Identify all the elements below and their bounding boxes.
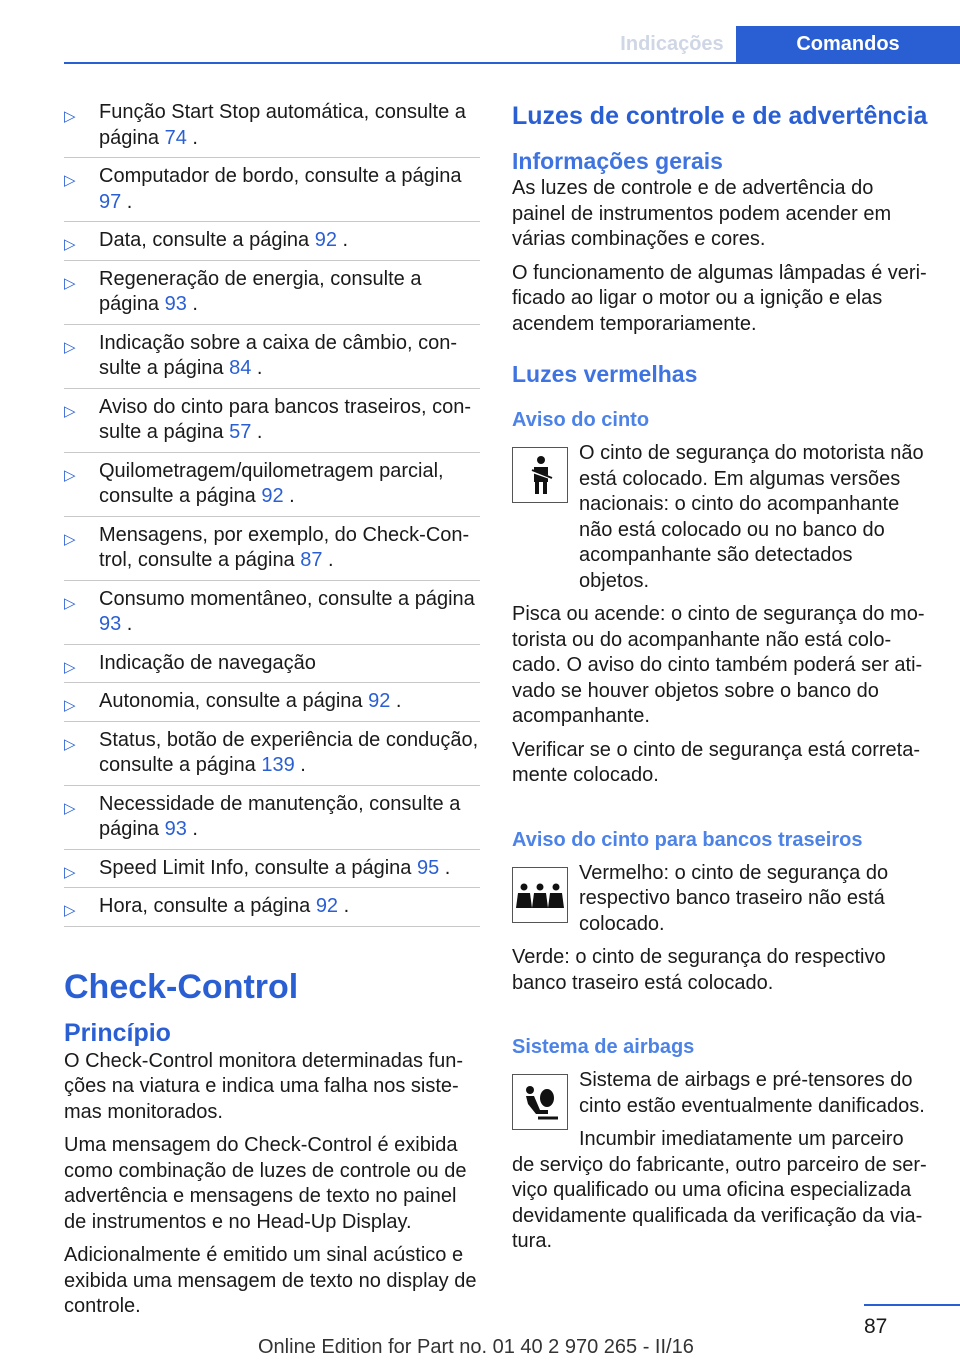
bullet-item	[64, 894, 480, 927]
bullet-item	[64, 100, 480, 158]
bullet-item	[64, 728, 480, 786]
bullet-triangle-icon: ▷	[64, 172, 76, 189]
bullet-text: Consumo momentâneo, consulte a página	[99, 587, 475, 610]
tab-indications[interactable]: Indicações	[620, 32, 724, 55]
airbag-paragraph-1: Sistema de airbags e pré-tensores do cinto estão eventualmente danificados.	[579, 1069, 925, 1117]
rear-belt-title: Aviso do cinto para bancos traseiros	[512, 828, 863, 851]
bullet-item	[64, 164, 480, 222]
airbag-icon	[512, 1074, 568, 1130]
bullet-suffix: .	[439, 856, 451, 879]
bullet-suffix: .	[186, 126, 198, 149]
rear-seatbelt-icon	[512, 867, 568, 923]
page-link[interactable]: 84	[229, 357, 252, 379]
bullet-triangle-icon: ▷	[64, 902, 76, 919]
bullet-triangle-icon: ▷	[64, 402, 76, 420]
page-link[interactable]: 93	[164, 293, 187, 315]
page-link[interactable]: 74	[164, 126, 187, 149]
left-column	[64, 100, 480, 1320]
bullet-text: Quilometragem/quilometragem parcial, consulte a página	[99, 459, 444, 507]
bullet-suffix: .	[251, 421, 263, 443]
bullet-text: Função Start Stop automática, consulte a página	[99, 101, 466, 149]
bullet-suffix: .	[322, 549, 334, 571]
bullet-item	[64, 651, 480, 684]
bullet-text: Speed Limit Info, consulte a página	[99, 856, 417, 879]
check-control-paragraph-1: O Check-Control monitora determinadas funções na viatura e indica uma falha nos sistemas monitorados.	[64, 1049, 464, 1123]
bullet-text: Hora, consulte a página	[99, 895, 316, 917]
footer-rule	[864, 1304, 960, 1306]
check-control-paragraph-3: Adicionalmente é emitido um sinal acústico e exibida uma mensagem de texto no display de controle.	[64, 1244, 477, 1317]
tab-commands[interactable]: Comandos	[736, 26, 960, 62]
bullet-triangle-icon: ▷	[64, 697, 76, 714]
header-rule	[64, 62, 960, 64]
bullet-item	[64, 267, 480, 325]
rear-belt-paragraph-2: Verde: o cinto de segurança do respectivo banco traseiro está colocado.	[512, 946, 886, 994]
airbag-block	[512, 1068, 928, 1255]
right-column	[512, 100, 928, 1255]
bullet-suffix: .	[283, 485, 295, 507]
page-link[interactable]: 92	[314, 229, 337, 251]
bullet-item	[64, 523, 480, 581]
seatbelt-warning-icon	[512, 447, 568, 503]
bullet-item	[64, 587, 480, 645]
bullet-text: Computador de bordo, consulte a página	[99, 165, 462, 187]
belt-warning-paragraph-3: Verificar se o cinto de segurança está corretamente colocado.	[512, 738, 920, 786]
rear-belt-paragraph-1: Vermelho: o cinto de segurança do respectivo banco traseiro não está colocado.	[579, 861, 889, 935]
bullet-suffix: .	[294, 754, 306, 776]
page-link[interactable]: 57	[229, 421, 252, 443]
header-tabs	[608, 26, 960, 62]
bullet-triangle-icon: ▷	[64, 108, 76, 125]
bullet-text: Indicação sobre a caixa de câmbio, consulte a página	[99, 331, 457, 379]
airbag-title: Sistema de airbags	[512, 1036, 695, 1058]
bullet-text: Aviso do cinto para bancos traseiros, consulte a página	[99, 395, 472, 443]
bullet-item	[64, 395, 480, 453]
bullet-suffix: .	[186, 293, 198, 315]
bullet-list	[64, 100, 480, 927]
bullet-item	[64, 856, 480, 889]
bullet-suffix: .	[121, 613, 133, 635]
general-info-paragraph-2: O funcionamento de algumas lâmpadas é verificado ao ligar o motor ou a ignição e elas acendem temporariamente.	[512, 261, 927, 335]
bullet-triangle-icon: ▷	[64, 863, 76, 881]
bullet-text: Autonomia, consulte a página	[99, 690, 369, 712]
bullet-text: Indicação de navegação	[99, 651, 316, 674]
belt-warning-paragraph-2: Pisca ou acende: o cinto de segurança do motorista ou do acompanhante não está colocado. O aviso do cinto também poderá ser ativado se houver objetos sobre o banco do acompanhante.	[512, 603, 925, 727]
bullet-item	[64, 689, 480, 722]
bullet-item	[64, 228, 480, 261]
bullet-text: Mensagens, por exemplo, do Check-Control, consulte a página	[99, 523, 470, 571]
bullet-triangle-icon: ▷	[64, 274, 76, 292]
general-info-paragraph-1: As luzes de controle e de advertência do painel de instrumentos podem acender em várias combinações e cores.	[512, 177, 892, 250]
bullet-suffix: .	[121, 190, 133, 213]
page-link[interactable]: 95	[417, 856, 440, 879]
bullet-triangle-icon: ▷	[64, 338, 76, 356]
page-link[interactable]: 92	[315, 895, 339, 917]
bullet-item	[64, 459, 480, 517]
bullet-text: Status, botão de experiência de condução, consulte a página	[99, 728, 479, 776]
belt-warning-paragraph-1: O cinto de segurança do motorista não está colocado. Em algumas versões nacionais: o cinto do acompanhante não está colocado ou no banco do acompanhante são detectados objetos.	[579, 442, 924, 592]
bullet-triangle-icon: ▷	[64, 466, 76, 484]
page-link[interactable]: 139	[261, 754, 295, 776]
bullet-text: Necessidade de manutenção, consulte a página	[99, 792, 461, 840]
edition-note: Online Edition for Part no. 01 40 2 970 265 - II/16	[258, 1336, 694, 1358]
bullet-text: Regeneração de energia, consulte a página	[99, 267, 422, 315]
airbag-paragraph-2a: Incumbir imediatamente um parceiro de serviço do fabricante, outro parceiro de serviço qualificado ou uma oficina especializada devidamente qualificada da verificação da viatura.	[512, 1128, 927, 1252]
bullet-item	[64, 331, 480, 389]
bullet-suffix: .	[336, 229, 349, 251]
check-control-paragraph-2: Uma mensagem do Check-Control é exibida como combinação de luzes de controle ou de advertência e mensagens de texto no painel de instrumentos e no Head-Up Display.	[64, 1134, 467, 1233]
check-control-title: Check-Control	[64, 967, 299, 1006]
section-title: Luzes de controle e de advertência	[512, 102, 928, 130]
page-link[interactable]: 93	[99, 613, 122, 635]
bullet-item	[64, 792, 480, 850]
principle-title: Princípio	[64, 1018, 171, 1047]
rear-belt-block	[512, 861, 928, 938]
belt-warning-title: Aviso do cinto	[512, 409, 650, 431]
bullet-triangle-icon: ▷	[64, 735, 76, 753]
page-link[interactable]: 92	[261, 485, 284, 507]
page-link[interactable]: 93	[164, 818, 187, 840]
page-link[interactable]: 97	[99, 190, 122, 213]
page-number: 87	[864, 1315, 888, 1338]
bullet-suffix: .	[186, 818, 198, 840]
red-lights-title: Luzes vermelhas	[512, 361, 698, 387]
bullet-suffix: .	[251, 357, 263, 379]
bullet-triangle-icon: ▷	[64, 658, 76, 676]
page-link[interactable]: 92	[368, 690, 391, 712]
general-info-title: Informações gerais	[512, 148, 723, 174]
bullet-text: Data, consulte a página	[99, 229, 315, 251]
bullet-triangle-icon: ▷	[64, 594, 76, 612]
bullet-triangle-icon: ▷	[64, 530, 76, 548]
bullet-suffix: .	[338, 895, 350, 917]
bullet-suffix: .	[390, 690, 402, 712]
bullet-triangle-icon: ▷	[64, 799, 76, 817]
belt-warning-block	[512, 441, 928, 594]
bullet-triangle-icon: ▷	[64, 236, 76, 253]
page-link[interactable]: 87	[300, 549, 323, 571]
